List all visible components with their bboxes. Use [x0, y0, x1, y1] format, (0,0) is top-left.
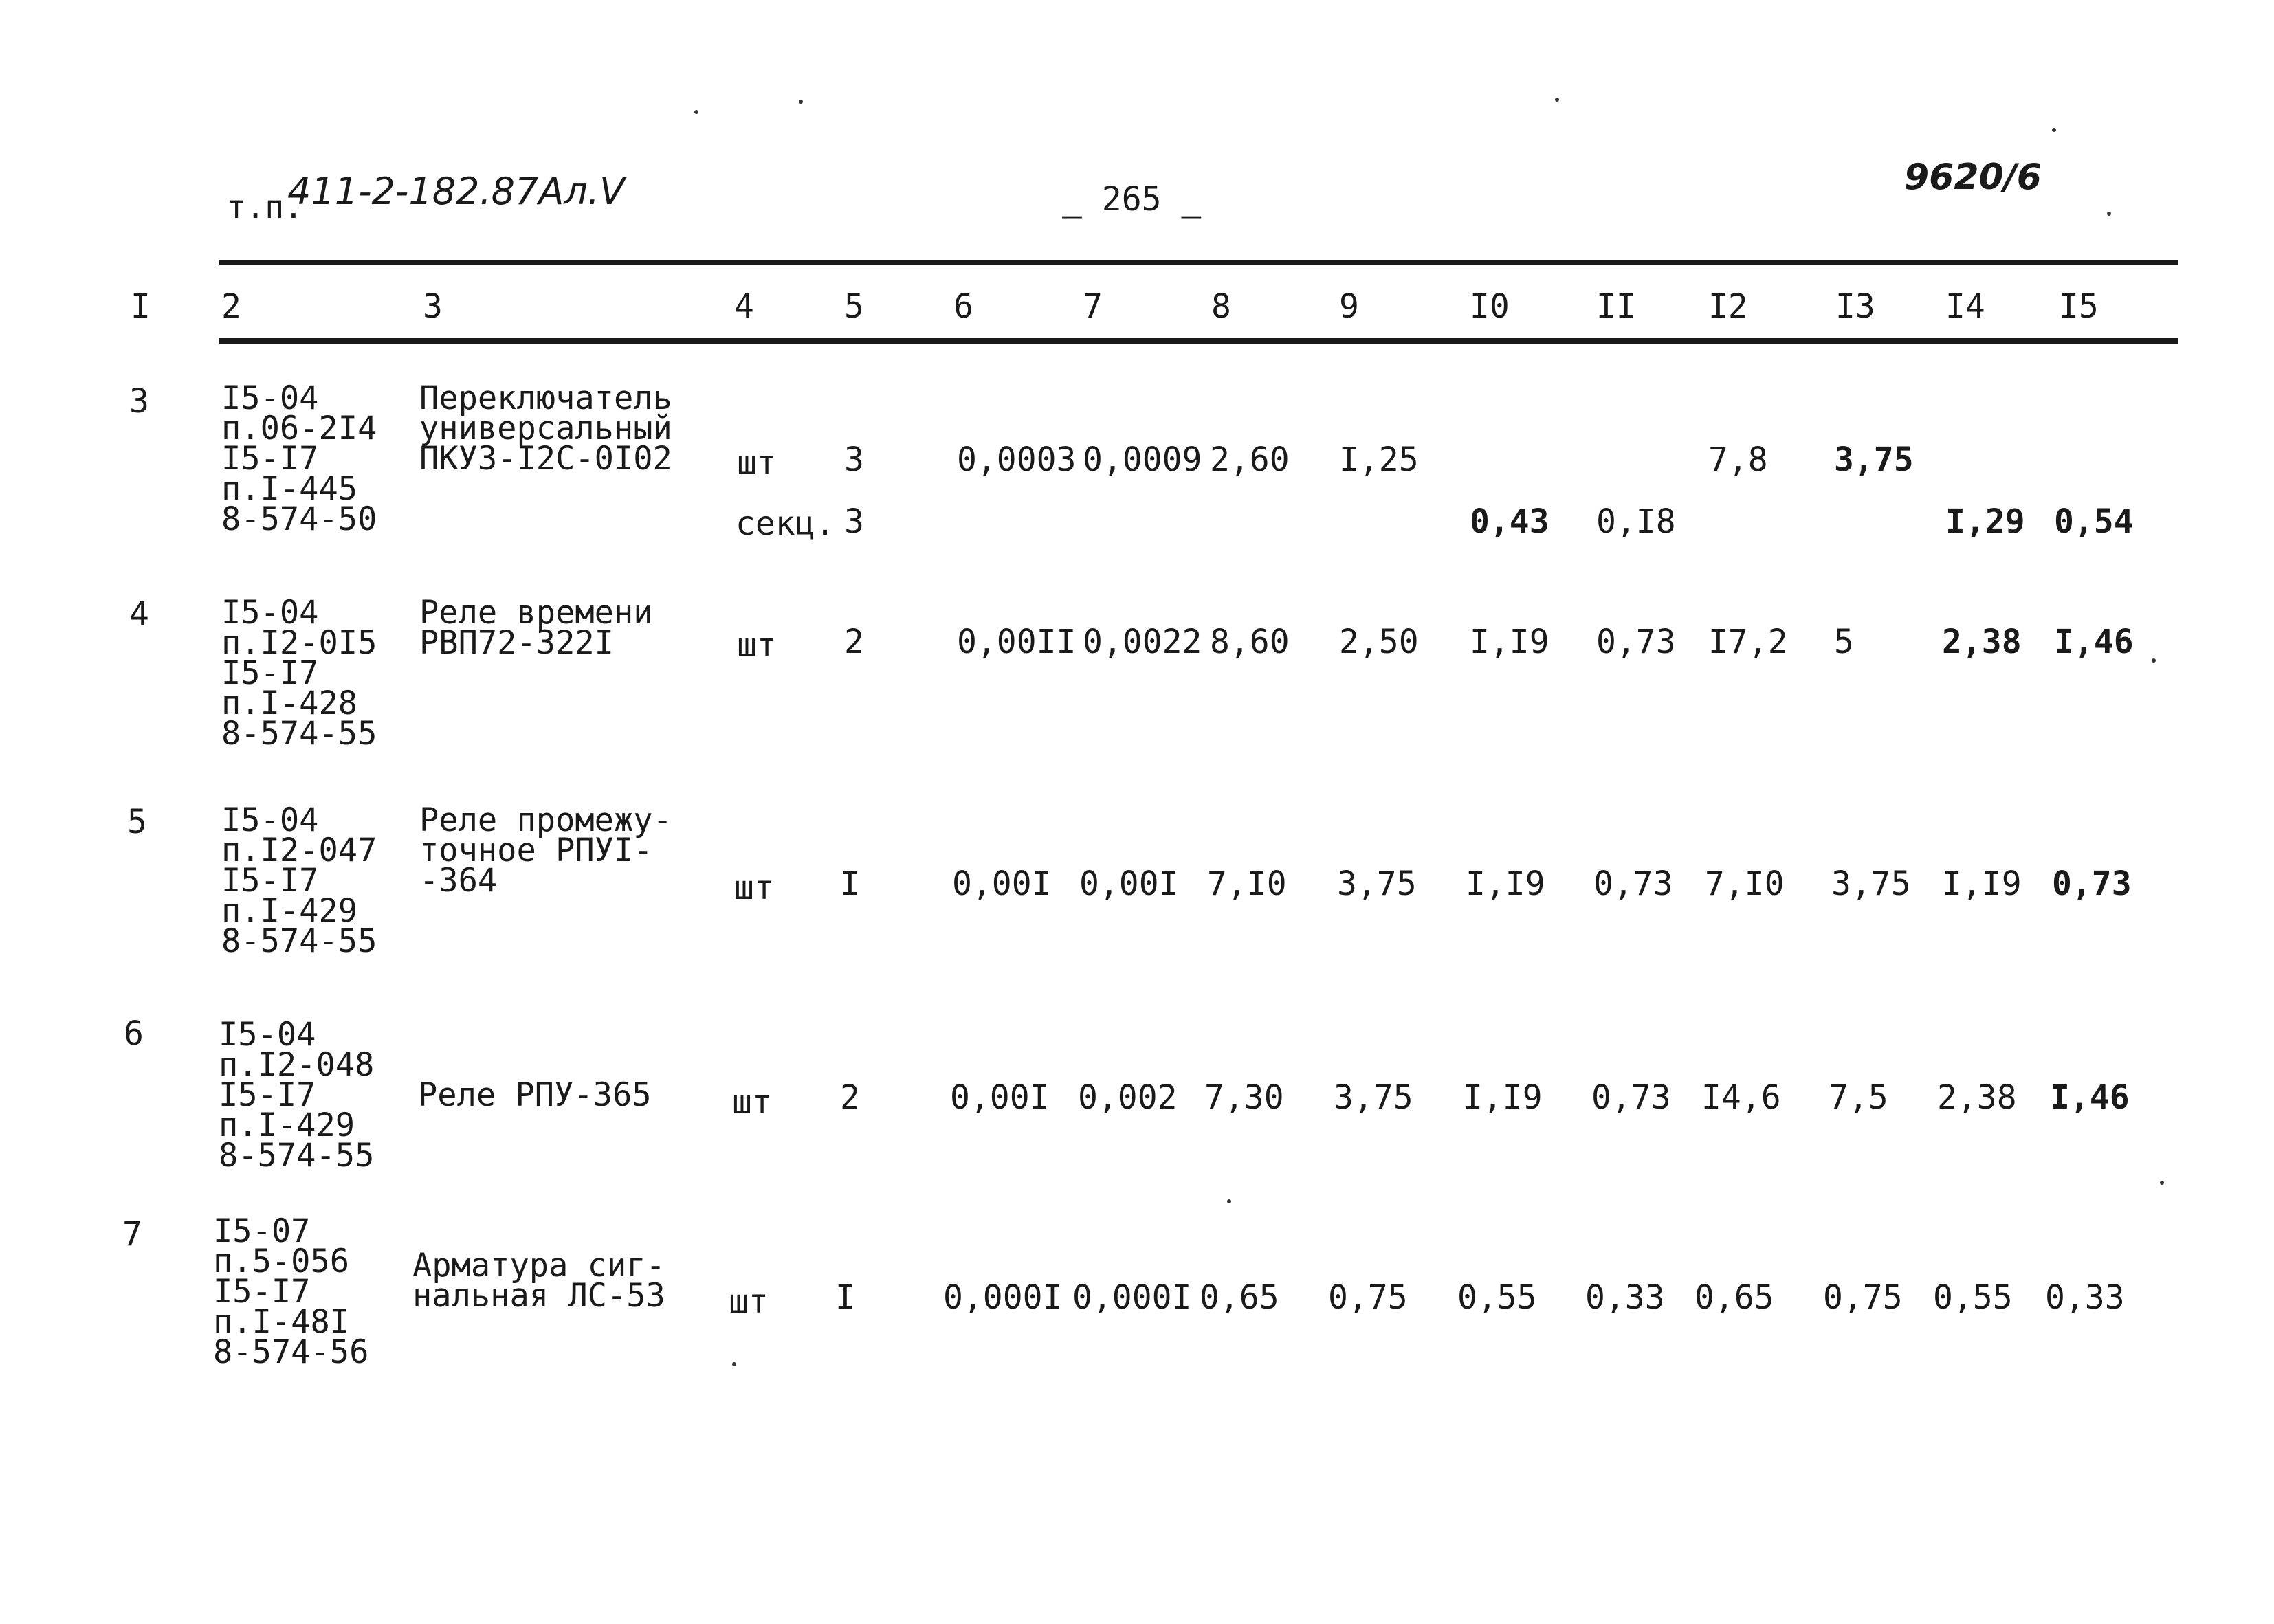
scan-speck	[732, 1362, 736, 1366]
top-rule	[219, 260, 2178, 265]
cell-col9: 3,75	[1337, 865, 1417, 903]
column-header: 4	[734, 287, 754, 326]
scan-speck	[2160, 1181, 2164, 1185]
header-bottom-rule	[219, 338, 2178, 344]
cell-col15: 0,33	[2045, 1278, 2125, 1317]
cell-col6: 0,000I	[943, 1278, 1063, 1317]
cell-col10: I,I9	[1470, 623, 1549, 661]
column-header: 5	[844, 287, 864, 326]
cell-col15: I,46	[2054, 623, 2134, 661]
doc-code: 411-2-182.87Ал.V	[287, 170, 625, 213]
cell-col11: 0,73	[1591, 1078, 1671, 1117]
cell-col10: 0,43	[1470, 502, 1549, 541]
cell-col11: 0,73	[1596, 623, 1676, 661]
reference-codes: I5-04 п.I2-0I5 I5-I7 п.I-428 8-574-55	[221, 594, 377, 753]
cell-col10: 0,55	[1457, 1278, 1537, 1317]
cell-col12: I7,2	[1708, 623, 1788, 661]
unit: шт	[729, 1282, 769, 1321]
cell-col8: 8,60	[1210, 623, 1290, 661]
unit-secondary: секц.	[736, 504, 835, 543]
cell-col8: 7,I0	[1207, 865, 1287, 903]
doc-prefix: т.п.	[227, 188, 303, 225]
cell-col10: I,I9	[1466, 865, 1545, 903]
unit: шт	[734, 869, 774, 907]
cell-col6: 0,0003	[957, 441, 1077, 479]
cell-col15: 0,73	[2052, 865, 2132, 903]
row-number: 6	[124, 1014, 144, 1053]
cell-col7: 0,00I	[1079, 865, 1179, 903]
cell-col6: 0,00I	[950, 1078, 1050, 1117]
scan-speck	[694, 110, 698, 114]
cell-col14: I,29	[1945, 502, 2025, 541]
cell-col6: 0,00I	[952, 865, 1052, 903]
column-header: I2	[1708, 287, 1748, 326]
quantity: I	[835, 1278, 855, 1317]
cell-col12: 7,I0	[1705, 865, 1785, 903]
scan-speck	[1555, 98, 1559, 102]
quantity: 3	[844, 441, 864, 479]
scan-speck	[2152, 658, 2156, 663]
column-header: 8	[1211, 287, 1231, 326]
row-number: 3	[129, 382, 149, 421]
unit: шт	[732, 1083, 772, 1122]
reference-codes: I5-04 п.I2-048 I5-I7 п.I-429 8-574-55	[219, 1016, 375, 1175]
cell-col9: 2,50	[1339, 623, 1419, 661]
item-name: Арматура сиг- нальная ЛС-53	[412, 1247, 665, 1315]
column-header: 3	[423, 287, 443, 326]
column-header: 7	[1083, 287, 1103, 326]
cell-col15: 0,54	[2054, 502, 2134, 541]
cell-col12: I4,6	[1701, 1078, 1781, 1117]
column-header: I3	[1835, 287, 1875, 326]
cell-col8: 0,65	[1200, 1278, 1279, 1317]
cell-col8: 2,60	[1210, 441, 1290, 479]
item-name: Реле РПУ-365	[418, 1076, 652, 1114]
item-name: Переключатель универсальный ПКУЗ-I2С-0I02	[419, 379, 672, 478]
cell-col9: 3,75	[1334, 1078, 1413, 1117]
cell-col13: 3,75	[1831, 865, 1911, 903]
cell-col7: 0,000I	[1072, 1278, 1192, 1317]
column-header: I5	[2059, 287, 2099, 326]
cell-col7: 0,0022	[1083, 623, 1202, 661]
column-header: II	[1596, 287, 1636, 326]
scan-speck	[2052, 128, 2056, 132]
cell-col14: I,I9	[1942, 865, 2022, 903]
cell-col6: 0,00II	[957, 623, 1077, 661]
scan-speck	[1227, 1199, 1231, 1203]
reference-codes: I5-07 п.5-056 I5-I7 п.I-48I 8-574-56	[213, 1212, 369, 1371]
column-header: I	[131, 287, 151, 326]
cell-col8: 7,30	[1204, 1078, 1284, 1117]
cell-col14: 2,38	[1942, 623, 2022, 661]
cell-col7: 0,002	[1078, 1078, 1178, 1117]
scan-speck	[2107, 212, 2111, 216]
unit: шт	[737, 626, 777, 665]
cell-col12: 0,65	[1695, 1278, 1774, 1317]
unit: шт	[737, 444, 777, 482]
column-header: 6	[953, 287, 973, 326]
cell-col7: 0,0009	[1083, 441, 1202, 479]
column-header: I0	[1470, 287, 1510, 326]
quantity: 2	[844, 623, 864, 661]
column-header: 2	[221, 287, 241, 326]
column-header: 9	[1339, 287, 1359, 326]
cell-col13: 3,75	[1834, 441, 1914, 479]
reference-codes: I5-04 п.I2-047 I5-I7 п.I-429 8-574-55	[221, 801, 377, 960]
cell-col13: 0,75	[1823, 1278, 1903, 1317]
row-number: 4	[129, 595, 149, 634]
quantity: I	[840, 865, 860, 903]
row-number: 7	[122, 1215, 142, 1254]
cell-col11: 0,73	[1593, 865, 1673, 903]
quantity: 2	[840, 1078, 860, 1117]
cell-col14: 0,55	[1933, 1278, 2013, 1317]
cell-col13: 5	[1834, 623, 1854, 661]
row-number: 5	[127, 803, 147, 841]
archive-number: 9620/6	[1904, 157, 2042, 198]
item-name: Реле промежу- точное РПУI- -364	[419, 801, 672, 900]
cell-col9: 0,75	[1328, 1278, 1408, 1317]
quantity-secondary: 3	[844, 502, 864, 541]
cell-col11: 0,I8	[1596, 502, 1676, 541]
cell-col11: 0,33	[1585, 1278, 1665, 1317]
cell-col12: 7,8	[1708, 441, 1768, 479]
page-number: _ 265 _	[1062, 180, 1202, 219]
cell-col10: I,I9	[1463, 1078, 1543, 1117]
cell-col14: 2,38	[1937, 1078, 2017, 1117]
reference-codes: I5-04 п.06-2I4 I5-I7 п.I-445 8-574-50	[221, 379, 377, 538]
scan-speck	[799, 100, 803, 104]
cell-col13: 7,5	[1829, 1078, 1888, 1117]
item-name: Реле времени РВП72-322I	[419, 594, 653, 662]
cell-col9: I,25	[1339, 441, 1419, 479]
column-header: I4	[1945, 287, 1985, 326]
cell-col15: I,46	[2050, 1078, 2130, 1117]
